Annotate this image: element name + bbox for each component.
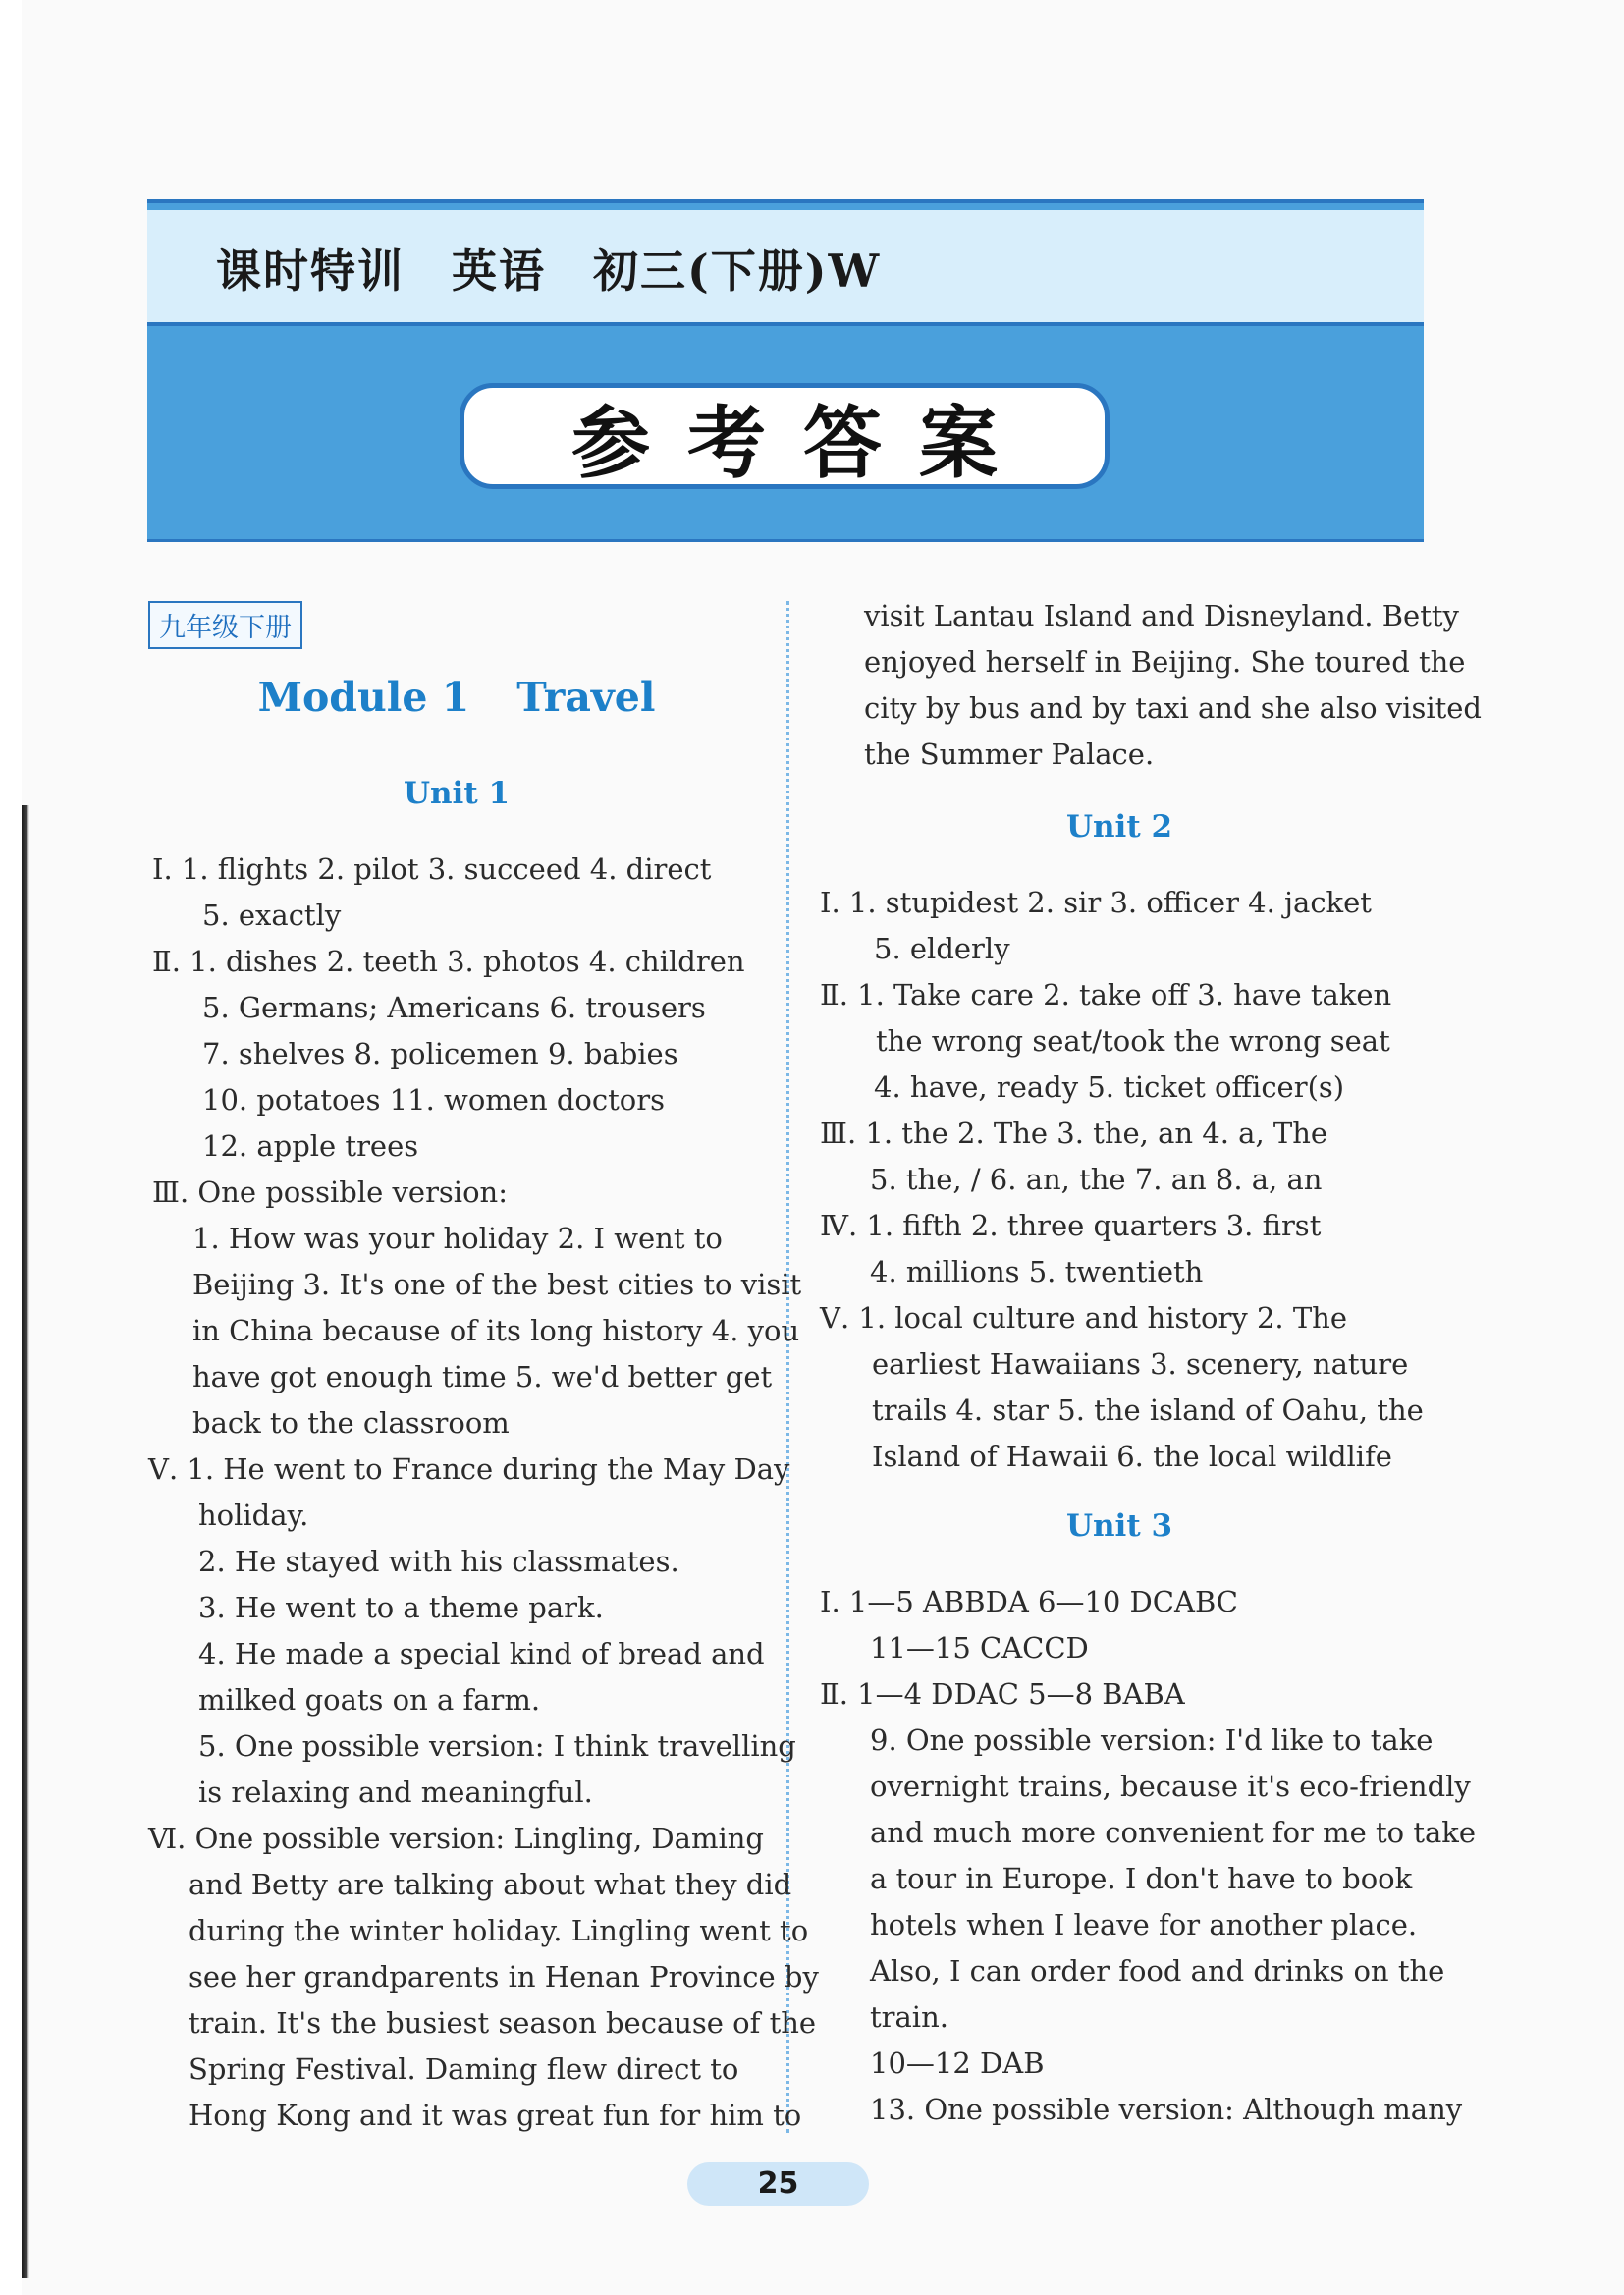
text-line: 5. Germans; Americans 6. trousers xyxy=(202,991,706,1024)
text-line: 10—12 DAB xyxy=(870,2047,1045,2080)
text-line: trails 4. star 5. the island of Oahu, the xyxy=(872,1393,1424,1427)
text-line: 5. elderly xyxy=(874,932,1010,965)
page-number: 25 xyxy=(757,2166,799,2201)
header-band xyxy=(147,210,1424,326)
text-line: enjoyed herself in Beijing. She toured the xyxy=(864,645,1466,679)
text-line: 4. millions 5. twentieth xyxy=(870,1255,1204,1288)
text-line: 5. One possible version: I think travelling xyxy=(198,1729,796,1763)
module-title xyxy=(147,674,766,721)
text-line: a tour in Europe. I don't have to book xyxy=(870,1862,1413,1895)
text-line: 10. potatoes 11. women doctors xyxy=(202,1083,665,1117)
text-line: train. xyxy=(870,2000,948,2034)
text-line: Ⅲ. One possible version: xyxy=(152,1175,508,1209)
text-line: 5. the, / 6. an, the 7. an 8. a, an xyxy=(870,1163,1323,1196)
text-line: Beijing 3. It's one of the best cities to visit xyxy=(192,1268,802,1301)
series-name: 课时特训 xyxy=(216,245,405,298)
text-line: Also, I can order food and drinks on the xyxy=(870,1954,1445,1988)
text-line: 3. He went to a theme park. xyxy=(198,1591,604,1624)
text-line: is relaxing and meaningful. xyxy=(198,1776,593,1809)
text-line: during the winter holiday. Lingling went to xyxy=(189,1914,809,1947)
book-title xyxy=(216,236,881,301)
text-line: Hong Kong and it was great fun for him to xyxy=(189,2099,802,2132)
text-line: earliest Hawaiians 3. scenery, nature xyxy=(872,1347,1409,1381)
text-line: Ⅱ. 1. dishes 2. teeth 3. photos 4. children xyxy=(152,945,745,978)
text-line: in China because of its long history 4. you xyxy=(192,1314,800,1347)
text-line: 4. have, ready 5. ticket officer(s) xyxy=(874,1070,1345,1104)
text-line: 5. exactly xyxy=(202,899,342,932)
grade-tag: 九年级下册 xyxy=(148,601,302,649)
text-line: Ⅳ. 1. fifth 2. three quarters 3. first xyxy=(820,1209,1322,1242)
text-line: 4. He made a special kind of bread and xyxy=(198,1637,765,1670)
text-line: 9. One possible version: I'd like to take xyxy=(870,1723,1434,1757)
text-line: visit Lantau Island and Disneyland. Betty xyxy=(864,599,1459,632)
text-line: train. It's the busiest season because of the xyxy=(189,2006,817,2040)
text-line: holiday. xyxy=(198,1499,309,1532)
text-line: Spring Festival. Daming flew direct to xyxy=(189,2052,739,2086)
text-line: Ⅴ. 1. local culture and history 2. The xyxy=(820,1301,1348,1335)
text-line: 11—15 CACCD xyxy=(870,1631,1089,1665)
answer-key-title: 参考答案 xyxy=(460,383,1110,489)
text-line: see her grandparents in Henan Province by xyxy=(189,1960,819,1994)
text-line: Ⅵ. One possible version: Lingling, Daming xyxy=(148,1822,764,1855)
text-line: back to the classroom xyxy=(192,1406,510,1440)
text-line: Ⅴ. 1. He went to France during the May Day xyxy=(148,1452,790,1486)
text-line: hotels when I leave for another place. xyxy=(870,1908,1418,1941)
text-line: and much more convenient for me to take xyxy=(870,1816,1477,1849)
unit-2-title: Unit 2 xyxy=(1065,809,1173,845)
text-line: city by bus and by taxi and she also visited xyxy=(864,691,1482,725)
text-line: the Summer Palace. xyxy=(864,738,1155,771)
text-line: Ⅰ. 1. stupidest 2. sir 3. officer 4. jacket xyxy=(820,886,1372,919)
text-line: milked goats on a farm. xyxy=(198,1683,541,1717)
module-number: Module 1 xyxy=(257,674,470,721)
text-line: overnight trains, because it's eco-friendly xyxy=(870,1770,1471,1803)
module-name: Travel xyxy=(516,674,656,721)
text-line: 7. shelves 8. policemen 9. babies xyxy=(202,1037,678,1070)
page-header xyxy=(147,199,1424,542)
text-line: Ⅱ. 1—4 DDAC 5—8 BABA xyxy=(820,1677,1185,1711)
text-line: 12. apple trees xyxy=(202,1129,419,1163)
text-line: have got enough time 5. we'd better get xyxy=(192,1360,773,1393)
subject-name: 英语 xyxy=(452,245,546,298)
text-line: Island of Hawaii 6. the local wildlife xyxy=(872,1440,1392,1473)
text-line: and Betty are talking about what they did xyxy=(189,1868,792,1901)
text-line: Ⅱ. 1. Take care 2. take off 3. have taken xyxy=(820,978,1392,1011)
text-line: 1. How was your holiday 2. I went to xyxy=(192,1222,723,1255)
text-line: 2. He stayed with his classmates. xyxy=(198,1545,679,1578)
grade-name: 初三(下册)W xyxy=(593,245,882,298)
scan-edge-shadow xyxy=(22,805,29,2278)
text-line: Ⅰ. 1—5 ABBDA 6—10 DCABC xyxy=(820,1585,1238,1618)
text-line: Ⅲ. 1. the 2. The 3. the, an 4. a, The xyxy=(820,1117,1328,1150)
text-line: Ⅰ. 1. flights 2. pilot 3. succeed 4. direct xyxy=(152,852,712,886)
text-line: the wrong seat/took the wrong seat xyxy=(876,1024,1390,1058)
unit-3-title: Unit 3 xyxy=(1065,1508,1173,1544)
unit-1-title: Unit 1 xyxy=(403,776,511,811)
text-line: 13. One possible version: Although many xyxy=(870,2093,1463,2126)
